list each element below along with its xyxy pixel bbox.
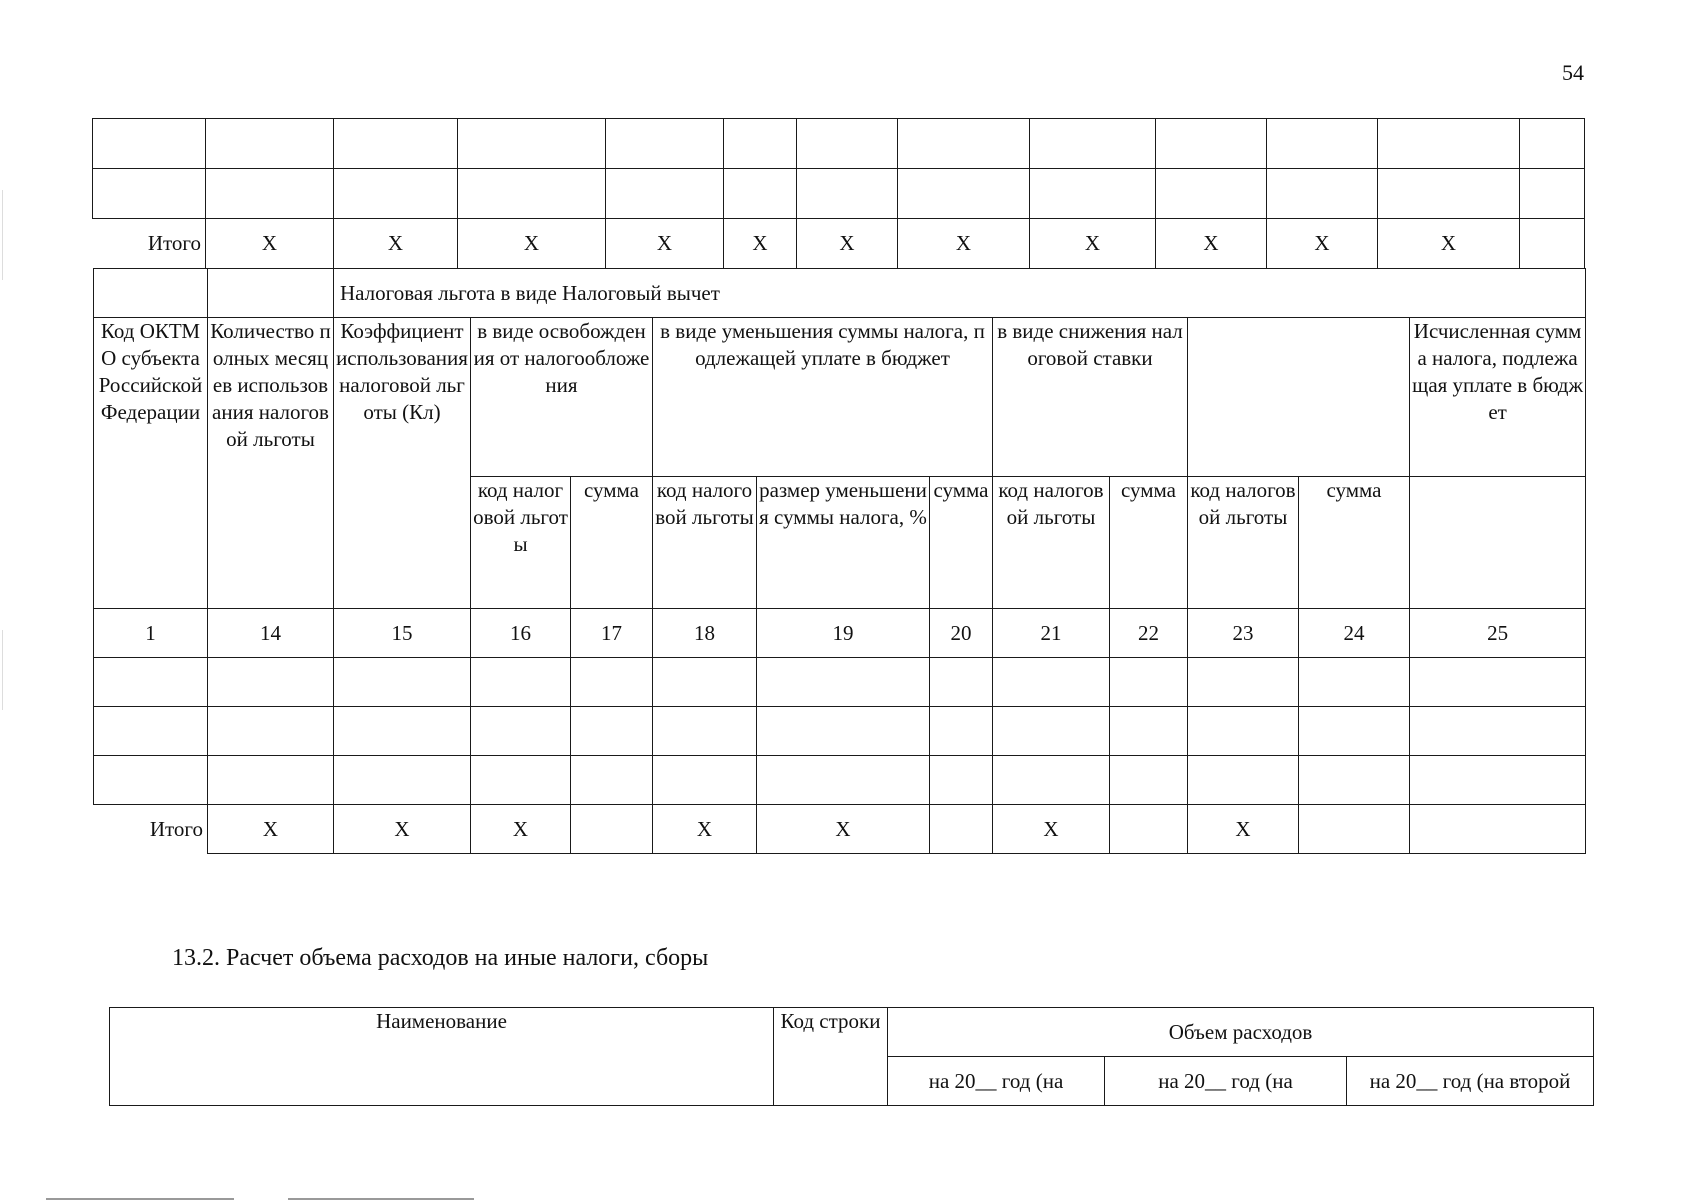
header-coefficient: Коэффициент использования налоговой льготы (Кл) <box>334 318 471 609</box>
table-row <box>94 707 1586 756</box>
total-cell: Х <box>653 805 757 854</box>
total-cell: Х <box>208 805 334 854</box>
table-cell <box>1299 707 1410 756</box>
total-cell <box>1520 219 1585 269</box>
table-cell <box>1110 658 1188 707</box>
table-cell <box>898 169 1030 219</box>
table-row <box>93 119 1585 169</box>
total-cell: Х <box>1267 219 1378 269</box>
table-cell <box>334 169 458 219</box>
header-line-code: Код строки <box>774 1008 888 1106</box>
table-cell <box>458 119 606 169</box>
sub-header-16: код налоговой льготы <box>471 477 571 609</box>
table-cell <box>1520 169 1585 219</box>
total-row <box>93 219 1585 269</box>
table-cell <box>94 756 208 805</box>
section-title: 13.2. Расчет объема расходов на иные налоги, сборы <box>172 945 709 971</box>
table-cell <box>993 707 1110 756</box>
column-number: 22 <box>1110 609 1188 658</box>
header-name: Наименование <box>110 1008 774 1106</box>
table-cell <box>93 169 206 219</box>
table-cell <box>724 169 797 219</box>
table-cell <box>1267 119 1378 169</box>
total-cell <box>1110 805 1188 854</box>
top-table <box>92 118 1585 269</box>
table-cell <box>571 658 653 707</box>
table-cell <box>898 119 1030 169</box>
sub-header-20: сумма <box>930 477 993 609</box>
column-number: 23 <box>1188 609 1299 658</box>
total-cell: Х <box>1030 219 1156 269</box>
table-cell <box>571 756 653 805</box>
table-cell <box>606 119 724 169</box>
total-cell: Х <box>206 219 334 269</box>
sub-header-18: код налоговой льготы <box>653 477 757 609</box>
total-cell: Х <box>334 219 458 269</box>
header-rate-reduction: в виде снижения налоговой ставки <box>993 318 1188 477</box>
table-cell <box>653 756 757 805</box>
table-cell <box>334 707 471 756</box>
sub-header-19: размер уменьшения суммы налога, % <box>757 477 930 609</box>
table-cell <box>1030 169 1156 219</box>
sub-header-22: сумма <box>1110 477 1188 609</box>
table-cell <box>208 756 334 805</box>
total-cell: Х <box>1188 805 1299 854</box>
table-cell <box>797 169 898 219</box>
total-cell: Х <box>1378 219 1520 269</box>
table-cell <box>757 756 930 805</box>
table-row <box>94 658 1586 707</box>
table-cell <box>208 707 334 756</box>
total-cell: Х <box>606 219 724 269</box>
table-cell <box>334 756 471 805</box>
sub-header-17: сумма <box>571 477 653 609</box>
table-cell <box>206 169 334 219</box>
table-cell <box>1520 119 1585 169</box>
table-cell <box>334 658 471 707</box>
table-cell <box>930 756 993 805</box>
table-cell <box>1188 707 1299 756</box>
table-cell <box>1410 756 1586 805</box>
table-cell <box>471 658 571 707</box>
column-number: 19 <box>757 609 930 658</box>
scan-edge-mark <box>2 630 3 710</box>
group-title: Налоговая льгота в виде Налоговый вычет <box>334 269 1586 318</box>
sub-header-23: код налоговой льготы <box>1188 477 1299 609</box>
other-taxes-table <box>109 1007 1594 1106</box>
table-cell <box>1267 169 1378 219</box>
sub-header-21: код налоговой льготы <box>993 477 1110 609</box>
header-reduction: в виде уменьшения суммы налога, подлежащей уплате в бюджет <box>653 318 993 477</box>
header-year-2: на 20__ год (на <box>1105 1057 1347 1106</box>
column-number: 15 <box>334 609 471 658</box>
table-cell <box>571 707 653 756</box>
header-months: Количество полных месяцев использования налоговой льготы <box>208 318 334 609</box>
table-cell <box>1410 707 1586 756</box>
page-number: 54 <box>1562 60 1584 85</box>
table-cell <box>653 707 757 756</box>
table-cell <box>1156 169 1267 219</box>
table-cell <box>1378 119 1520 169</box>
column-number: 21 <box>993 609 1110 658</box>
sub-header-24: сумма <box>1299 477 1410 609</box>
table-cell <box>993 756 1110 805</box>
column-number: 16 <box>471 609 571 658</box>
column-number: 14 <box>208 609 334 658</box>
table-cell <box>208 658 334 707</box>
table-cell <box>471 707 571 756</box>
total-row <box>94 805 1586 854</box>
column-number: 25 <box>1410 609 1586 658</box>
group-title-empty-2 <box>208 269 334 318</box>
table-cell <box>930 707 993 756</box>
header-expense-volume: Объем расходов <box>888 1008 1594 1057</box>
table-cell <box>1030 119 1156 169</box>
table-cell <box>1188 658 1299 707</box>
table-cell <box>1299 756 1410 805</box>
table-cell <box>94 658 208 707</box>
total-cell: Х <box>1156 219 1267 269</box>
total-label: Итого <box>149 816 203 841</box>
total-label: Итого <box>93 219 206 269</box>
total-cell: Х <box>724 219 797 269</box>
column-number-row <box>94 609 1586 658</box>
table-cell <box>1299 658 1410 707</box>
column-number: 24 <box>1299 609 1410 658</box>
sub-header-25-blank <box>1410 477 1586 609</box>
group-title-empty-1 <box>94 269 208 318</box>
table-row <box>93 169 1585 219</box>
table-cell <box>930 658 993 707</box>
total-cell: Х <box>458 219 606 269</box>
table-cell <box>458 169 606 219</box>
table-cell <box>606 169 724 219</box>
table-cell <box>1378 169 1520 219</box>
total-cell: Х <box>471 805 571 854</box>
total-cell: Х <box>898 219 1030 269</box>
column-number: 1 <box>94 609 208 658</box>
table-cell <box>334 119 458 169</box>
total-cell <box>1299 805 1410 854</box>
table-cell <box>1110 756 1188 805</box>
table-cell <box>206 119 334 169</box>
table-cell <box>93 119 206 169</box>
table-cell <box>724 119 797 169</box>
table-cell <box>94 707 208 756</box>
column-number: 20 <box>930 609 993 658</box>
header-blank <box>1188 318 1410 477</box>
table-cell <box>653 658 757 707</box>
table-cell <box>1110 707 1188 756</box>
table-cell <box>757 707 930 756</box>
total-cell <box>930 805 993 854</box>
table-cell <box>1156 119 1267 169</box>
header-year-3: на 20__ год (на второй <box>1347 1057 1594 1106</box>
total-cell: Х <box>334 805 471 854</box>
table-cell <box>757 658 930 707</box>
total-cell <box>571 805 653 854</box>
table-cell <box>797 119 898 169</box>
tax-benefit-table <box>93 268 1586 854</box>
table-cell <box>471 756 571 805</box>
table-cell <box>993 658 1110 707</box>
scan-edge-mark <box>2 190 3 280</box>
table-cell <box>1188 756 1299 805</box>
header-calculated-tax: Исчисленная сумма налога, подлежащая уплате в бюджет <box>1410 318 1586 477</box>
header-year-1: на 20__ год (на <box>888 1057 1105 1106</box>
total-cell: Х <box>797 219 898 269</box>
total-cell: Х <box>993 805 1110 854</box>
table-row <box>94 756 1586 805</box>
column-number: 18 <box>653 609 757 658</box>
header-oktmo: Код ОКТМО субъекта Российской Федерации <box>94 318 208 609</box>
header-exemption: в виде освобождения от налогообложения <box>471 318 653 477</box>
total-cell: Х <box>757 805 930 854</box>
column-number: 17 <box>571 609 653 658</box>
table-cell <box>1410 658 1586 707</box>
total-cell <box>1410 805 1586 854</box>
